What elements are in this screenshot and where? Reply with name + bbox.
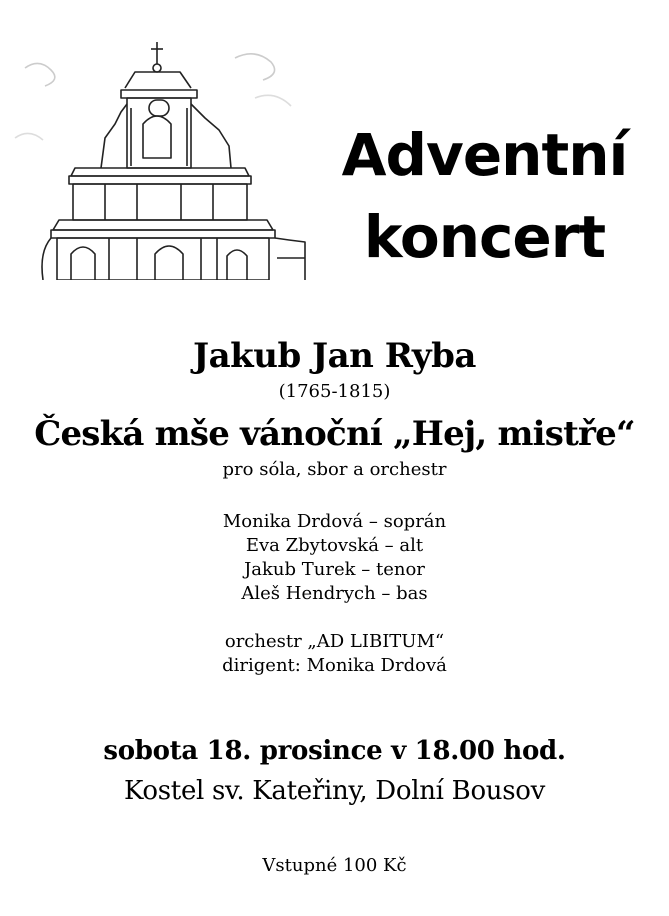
orchestra: orchestr „AD LIBITUM“ xyxy=(224,631,445,652)
composer-years: (1765-1815) xyxy=(278,381,391,402)
admission-price: Vstupné 100 Kč xyxy=(262,855,407,876)
conductor: dirigent: Monika Drdová xyxy=(222,655,447,676)
composer-name: Jakub Jan Ryba xyxy=(193,336,476,376)
performer-bass: Aleš Hendrych – bas xyxy=(241,583,428,604)
concert-venue: Kostel sv. Kateřiny, Dolní Bousov xyxy=(123,776,546,806)
work-subtitle: pro sóla, sbor a orchestr xyxy=(222,459,447,480)
concert-date: sobota 18. prosince v 18.00 hod. xyxy=(103,736,566,766)
performer-alto: Eva Zbytovská – alt xyxy=(245,535,424,556)
church-facade-sketch-icon xyxy=(5,28,307,280)
performer-tenor: Jakub Turek – tenor xyxy=(244,559,425,580)
poster-title-line1: Adventní xyxy=(341,121,628,189)
poster-title-line2: koncert xyxy=(363,203,606,271)
performer-soprano: Monika Drdová – soprán xyxy=(222,511,447,532)
work-title: Česká mše vánoční „Hej, mistře“ xyxy=(34,414,635,454)
